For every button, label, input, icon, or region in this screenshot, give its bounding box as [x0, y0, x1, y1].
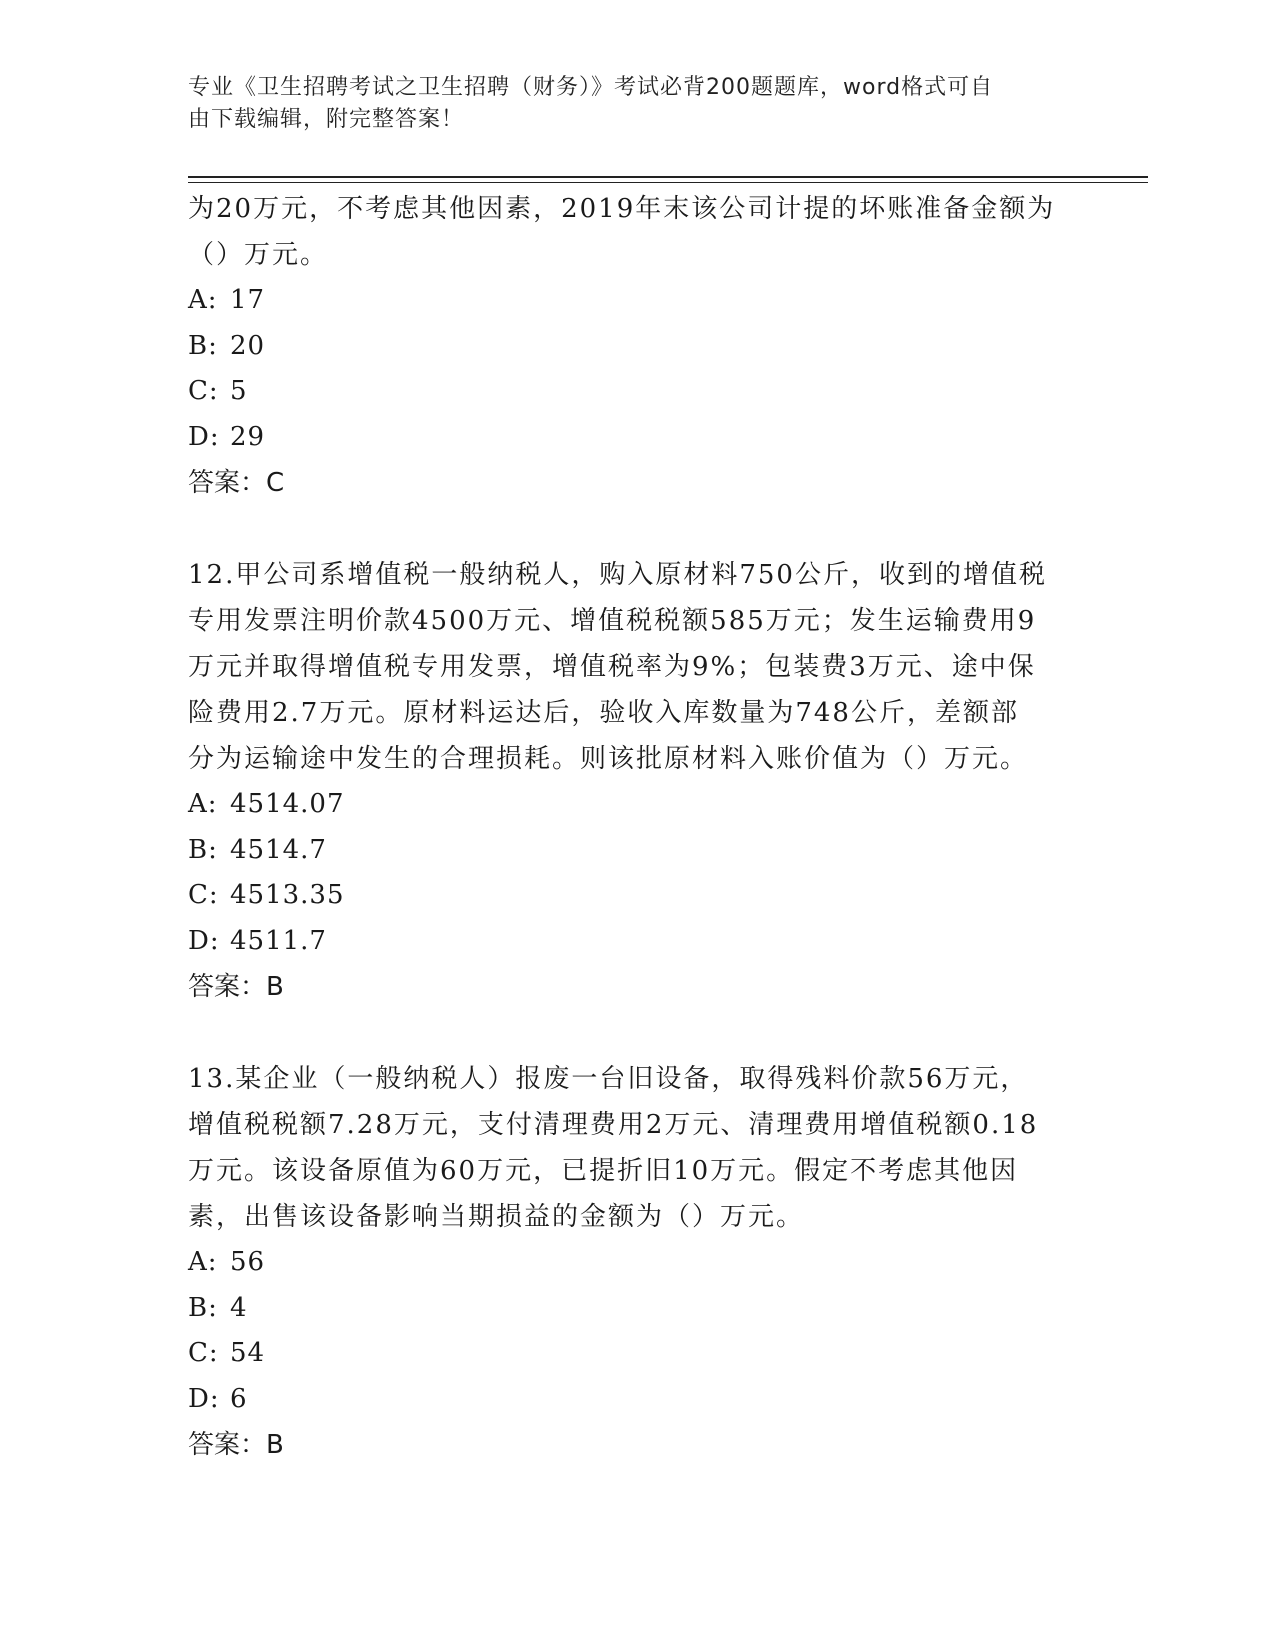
- option-label: D:: [188, 925, 220, 956]
- option-label: A:: [188, 1247, 218, 1277]
- answer-line: 答案：C: [188, 468, 285, 498]
- option-c: [188, 873, 1088, 919]
- header-rule-thin: [188, 182, 1148, 183]
- question-text-line: （）万元。: [188, 240, 329, 270]
- option-b: [188, 1286, 1088, 1332]
- option-label: D:: [188, 1383, 220, 1414]
- page-header: [188, 72, 1068, 136]
- question-text-line: 险费用2.7万元。原材料运达后，验收入库数量为748公斤，差额部: [188, 698, 1019, 728]
- question-list: [188, 186, 1088, 1468]
- option-label: C:: [188, 376, 219, 406]
- option-label: D:: [188, 421, 220, 452]
- option-b: [188, 324, 1088, 370]
- option-value: 4514.7: [230, 834, 327, 865]
- option-value: 5: [230, 376, 248, 406]
- option-d: [188, 415, 1088, 461]
- option-value: 4511.7: [230, 925, 327, 956]
- question-text-line: 专用发票注明价款4500万元、增值税税额585万元；发生运输费用9: [188, 606, 1037, 636]
- header-line-1: 专业《卫生招聘考试之卫生招聘（财务）》考试必背200题题库，word格式可自: [188, 75, 994, 100]
- spacer: [188, 506, 1088, 552]
- option-label: B:: [188, 834, 218, 865]
- question-text-line: 增值税税额7.28万元，支付清理费用2万元、清理费用增值税额0.18: [188, 1110, 1039, 1140]
- option-d: [188, 1377, 1088, 1423]
- option-d: [188, 919, 1088, 965]
- question-text-line: 为20万元，不考虑其他因素，2019年末该公司计提的坏账准备金额为: [188, 194, 1056, 224]
- option-b: [188, 828, 1088, 874]
- option-label: A:: [188, 789, 218, 819]
- option-value: 29: [230, 421, 266, 452]
- spacer: [188, 1010, 1088, 1056]
- answer-line: 答案：B: [188, 972, 284, 1002]
- question-text-line: 素，出售该设备影响当期损益的金额为（）万元。: [188, 1202, 805, 1232]
- option-label: A:: [188, 285, 218, 315]
- option-value: 6: [230, 1383, 248, 1414]
- question-text-line: 分为运输途中发生的合理损耗。则该批原材料入账价值为（）万元。: [188, 744, 1029, 774]
- option-value: 17: [230, 285, 266, 315]
- question-block: [188, 552, 1088, 1010]
- option-label: B:: [188, 330, 218, 361]
- header-line-2: 由下载编辑，附完整答案！: [188, 107, 465, 132]
- option-a: [188, 1240, 1088, 1286]
- option-c: [188, 369, 1088, 415]
- question-block: [188, 1056, 1088, 1468]
- option-a: [188, 278, 1088, 324]
- option-c: [188, 1331, 1088, 1377]
- question-text-line: 万元。该设备原值为60万元，已提折旧10万元。假定不考虑其他因: [188, 1156, 1019, 1186]
- option-value: 4: [230, 1292, 248, 1323]
- question-text-line: 万元并取得增值税专用发票，增值税率为9%；包装费3万元、途中保: [188, 652, 1036, 682]
- option-label: C:: [188, 880, 219, 910]
- answer-line: 答案：B: [188, 1430, 284, 1460]
- question-block: [188, 186, 1088, 506]
- option-value: 20: [230, 330, 266, 361]
- option-value: 54: [230, 1338, 266, 1368]
- option-label: C:: [188, 1338, 219, 1368]
- option-value: 4513.35: [230, 880, 345, 910]
- question-text-line: 12.甲公司系增值税一般纳税人，购入原材料750公斤，收到的增值税: [188, 560, 1047, 590]
- question-text-line: 13.某企业（一般纳税人）报废一台旧设备，取得残料价款56万元，: [188, 1064, 1029, 1094]
- option-value: 4514.07: [230, 789, 345, 819]
- option-label: B:: [188, 1292, 218, 1323]
- header-rule-thick: [188, 176, 1148, 178]
- option-value: 56: [230, 1247, 266, 1277]
- option-a: [188, 782, 1088, 828]
